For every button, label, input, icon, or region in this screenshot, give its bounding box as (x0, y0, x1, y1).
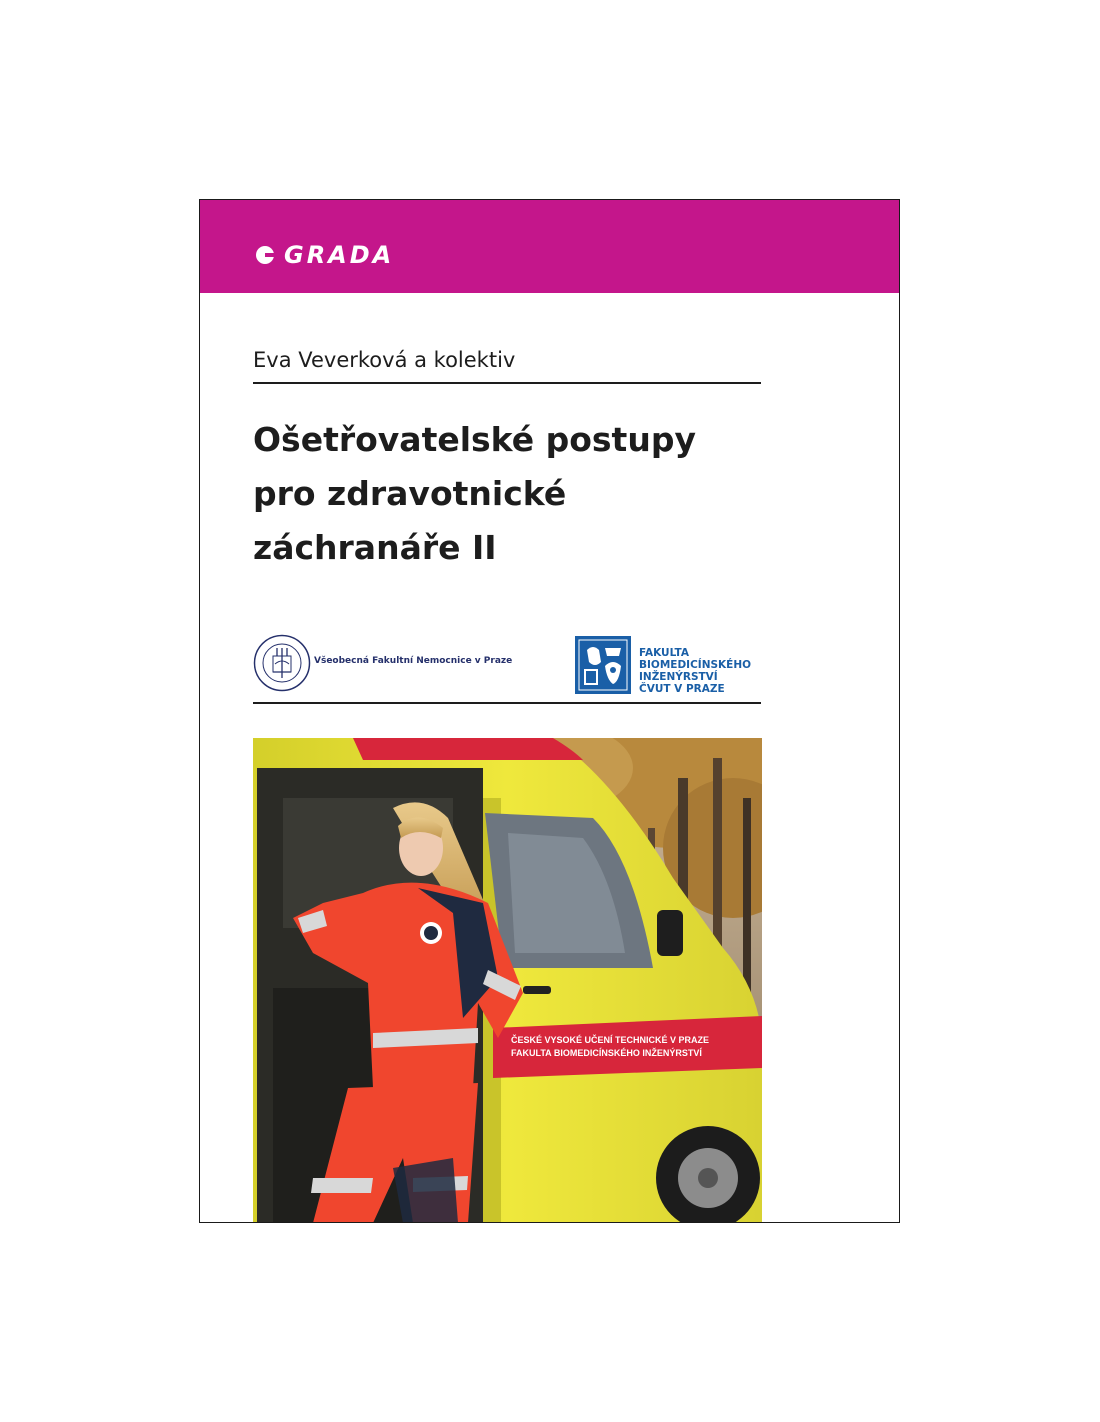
book-title (253, 413, 833, 575)
fbmi-line: ČVUT V PRAZE (639, 683, 725, 695)
title-line: záchranáře II (253, 528, 497, 567)
publisher-logo (254, 240, 394, 270)
title-line: Ošetřovatelské postupy (253, 420, 696, 459)
publisher-banner (200, 200, 899, 293)
publisher-name: GRADA (284, 241, 395, 269)
ambulance-photo (253, 738, 762, 1223)
fbmi-line: BIOMEDICÍNSKÉHO (639, 659, 752, 671)
fbmi-line: INŽENÝRSTVÍ (639, 671, 718, 683)
grada-logo-icon (254, 244, 276, 266)
author-divider (253, 382, 761, 384)
vfn-seal-logo (253, 634, 311, 692)
van-text-line1: ČESKÉ VYSOKÉ UČENÍ TECHNICKÉ V PRAZE (511, 1035, 710, 1045)
book-cover (199, 199, 900, 1223)
vfn-name: Všeobecná Fakultní Nemocnice v Praze (314, 656, 513, 666)
logos-divider (253, 702, 761, 704)
fbmi-line: FAKULTA (639, 647, 689, 659)
cover-photo (253, 738, 762, 1223)
van-text-line2: FAKULTA BIOMEDICÍNSKÉHO INŽENÝRSTVÍ (511, 1048, 702, 1058)
title-line: pro zdravotnické (253, 474, 567, 513)
fbmi-emblem-logo (575, 636, 631, 694)
fbmi-name (639, 647, 751, 695)
author-line: Eva Veverková a kolektiv (253, 348, 516, 372)
